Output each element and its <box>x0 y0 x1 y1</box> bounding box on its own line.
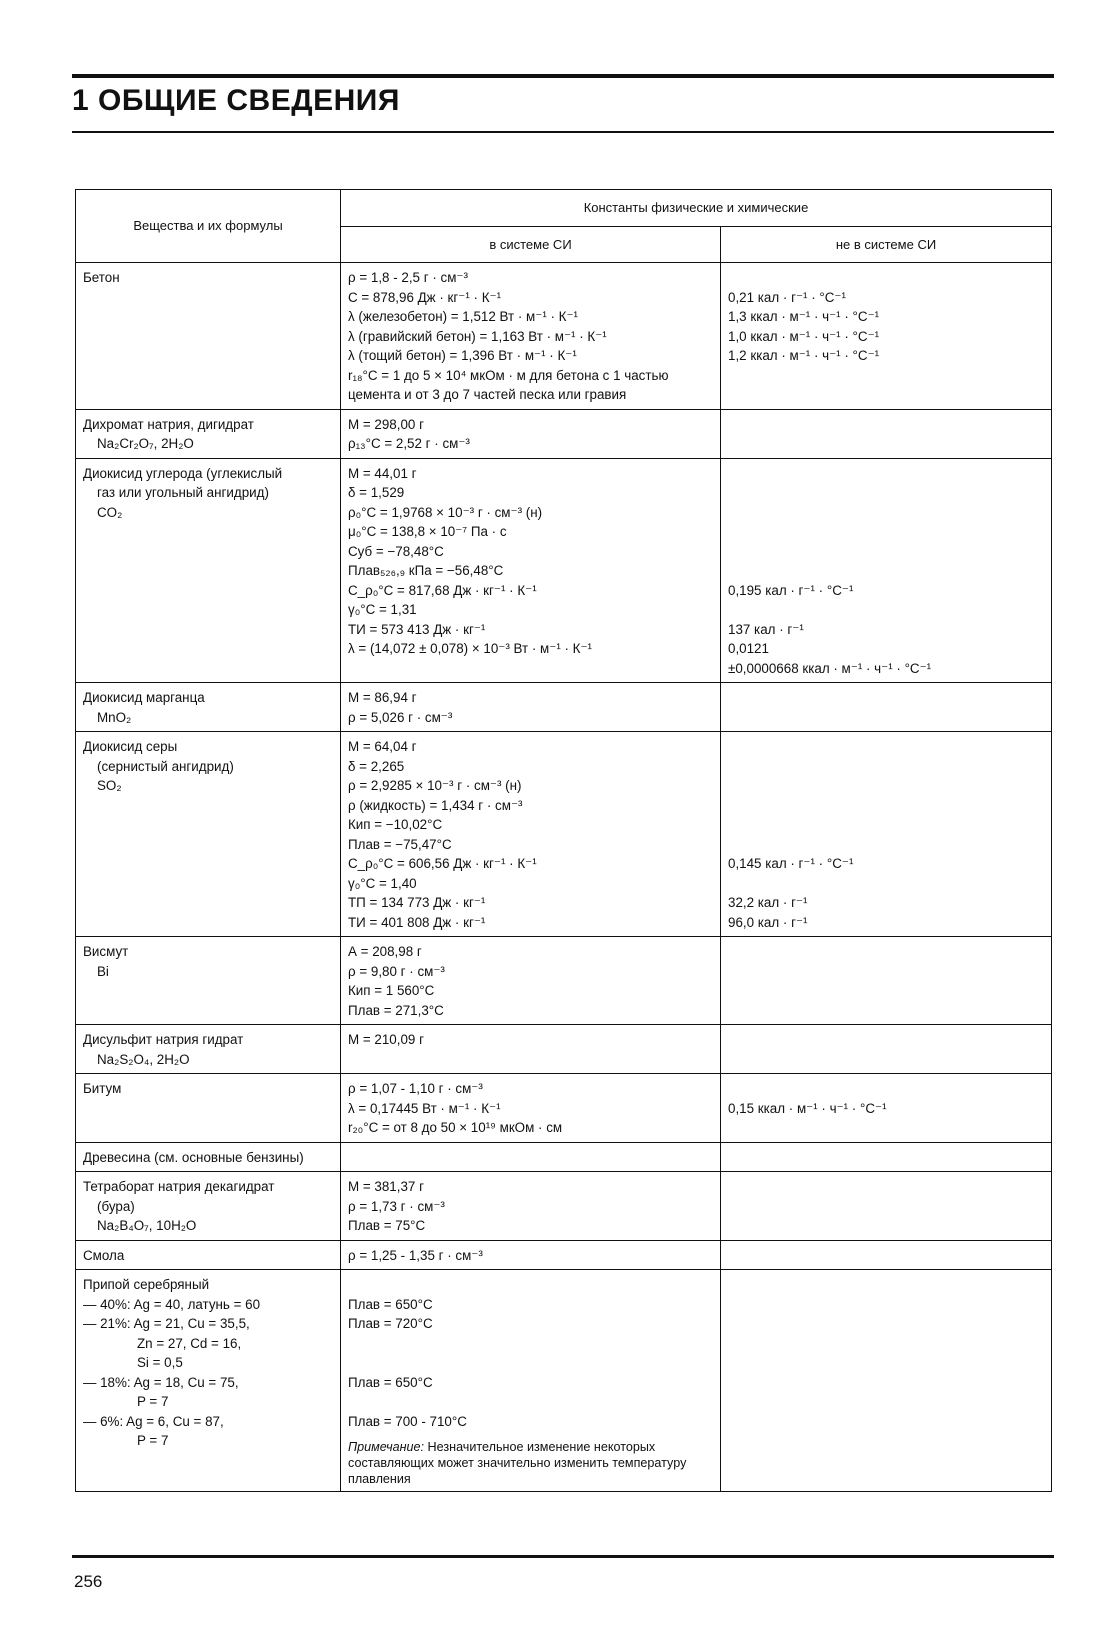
nonsi-cell <box>721 1270 1052 1492</box>
cell-line: ТП = 134 773 Дж · кг⁻¹ <box>348 895 486 910</box>
table-row <box>76 1074 1052 1143</box>
cell-line: 0,21 кал · г⁻¹ · °С⁻¹ <box>728 289 846 305</box>
cell-line: М = 64,04 г <box>348 739 417 754</box>
cell-line: Si = 0,5 <box>137 1355 183 1370</box>
cell-line <box>728 874 1045 894</box>
cell-line: ρ = 1,07 - 1,10 г · см⁻³ <box>348 1081 483 1096</box>
cell-line: — 6%: Ag = 6, Cu = 87, <box>83 1413 224 1429</box>
cell-line: (бура) <box>97 1198 135 1214</box>
cell-line: Bi <box>97 963 109 979</box>
constants-table <box>75 189 1052 1492</box>
substance-cell <box>76 1270 341 1492</box>
cell-line: Плав = 271,3°С <box>348 1002 444 1018</box>
cell-line: ТИ = 573 413 Дж · кг⁻¹ <box>348 621 486 637</box>
cell-line: Zn = 27, Cd = 16, <box>137 1335 242 1351</box>
cell-line <box>728 268 1045 288</box>
cell-line: Древесина (см. основные бензины) <box>83 1149 304 1165</box>
cell-line: М = 44,01 г <box>348 465 417 481</box>
cell-line <box>728 503 1045 523</box>
nonsi-cell <box>721 1240 1052 1270</box>
cell-line <box>728 1079 1045 1099</box>
substance-cell <box>76 1172 341 1241</box>
substance-cell <box>76 458 341 683</box>
cell-line: Смола <box>83 1247 125 1263</box>
si-cell <box>341 1270 721 1492</box>
nonsi-cell <box>721 409 1052 458</box>
substance-cell <box>76 1240 341 1270</box>
header-substance: Вещества и их формулы <box>76 190 341 263</box>
cell-line: Na₂Cr₂O₇, 2H₂O <box>97 436 194 451</box>
cell-line: Кип = −10,02°С <box>348 817 443 832</box>
cell-line <box>348 1353 714 1373</box>
cell-line: — 21%: Ag = 21, Cu = 35,5, <box>83 1316 250 1331</box>
cell-line: MnO₂ <box>97 709 132 725</box>
si-cell <box>341 732 721 937</box>
cell-line: δ = 1,529 <box>348 485 405 500</box>
cell-line: Припой серебряный <box>83 1277 210 1292</box>
cell-line: Na₂S₂O₄, 2H₂O <box>97 1051 190 1067</box>
cell-line: 137 кал · г⁻¹ <box>728 621 804 637</box>
cell-line: 1,2 ккал · м⁻¹ · ч⁻¹ · °С⁻¹ <box>728 348 880 363</box>
cell-line: 0,145 кал · г⁻¹ · °С⁻¹ <box>728 856 854 871</box>
si-cell <box>341 263 721 410</box>
cell-line: Дихромат натрия, дигидрат <box>83 416 254 432</box>
cell-line: Висмут <box>83 944 129 959</box>
cell-line: ρ₀°C = 1,9768 × 10⁻³ г · см⁻³ (н) <box>348 504 543 520</box>
cell-line: Плав = 700 - 710°С <box>348 1413 467 1429</box>
cell-line: λ (гравийский бетон) = 1,163 Вт · м⁻¹ · К⁻¹ <box>348 328 607 344</box>
table-row <box>76 409 1052 458</box>
cell-line: ρ (жидкость) = 1,434 г · см⁻³ <box>348 797 523 813</box>
substance-cell <box>76 409 341 458</box>
cell-line: 32,2 кал · г⁻¹ <box>728 895 808 910</box>
cell-line <box>728 776 1045 796</box>
cell-line: λ = (14,072 ± 0,078) × 10⁻³ Вт · м⁻¹ · К⁻¹ <box>348 641 593 656</box>
nonsi-cell <box>721 1142 1052 1172</box>
cell-line <box>348 1392 714 1412</box>
header-nonsi: не в системе СИ <box>721 226 1052 263</box>
cell-line: μ₀°C = 138,8 × 10⁻⁷ Па · с <box>348 524 507 539</box>
cell-line: δ = 2,265 <box>348 758 405 774</box>
cell-line: Плав = −75,47°С <box>348 836 452 852</box>
cell-line: P = 7 <box>137 1433 169 1448</box>
cell-line <box>728 835 1045 855</box>
table-row <box>76 1240 1052 1270</box>
si-cell <box>341 1025 721 1074</box>
cell-line: Кип = 1 560°С <box>348 983 435 998</box>
cell-line <box>348 1275 714 1295</box>
cell-line: 0,0121 <box>728 641 769 656</box>
cell-line: λ (тощий бетон) = 1,396 Вт · м⁻¹ · К⁻¹ <box>348 348 577 363</box>
nonsi-cell <box>721 1025 1052 1074</box>
nonsi-cell <box>721 1172 1052 1241</box>
cell-line: Плав = 650°С <box>348 1374 433 1390</box>
cell-line <box>728 464 1045 484</box>
cell-line <box>728 483 1045 503</box>
cell-line: — 40%: Ag = 40, латунь = 60 <box>83 1296 261 1312</box>
cell-line: Битум <box>83 1081 122 1096</box>
si-cell <box>341 1142 721 1172</box>
title-underline <box>72 131 1054 133</box>
cell-line: P = 7 <box>137 1394 169 1409</box>
cell-line <box>728 542 1045 562</box>
cell-line: Тетраборат натрия декагидрат <box>83 1179 275 1194</box>
cell-line: ρ = 5,026 г · см⁻³ <box>348 709 453 725</box>
cell-line: Плав = 650°С <box>348 1296 433 1312</box>
substance-cell <box>76 1074 341 1143</box>
cell-line: Диокисид углерода (углекислый <box>83 465 283 481</box>
nonsi-cell <box>721 263 1052 410</box>
cell-line: λ (железобетон) = 1,512 Вт · м⁻¹ · К⁻¹ <box>348 309 579 324</box>
substance-cell <box>76 263 341 410</box>
cell-line: Суб = −78,48°С <box>348 543 444 559</box>
cell-line: Плав₅₂₆,₉ кПа = −56,48°С <box>348 563 504 578</box>
table-row <box>76 1025 1052 1074</box>
cell-line <box>728 561 1045 581</box>
substance-cell <box>76 1142 341 1172</box>
cell-line <box>728 815 1045 835</box>
table-row <box>76 1172 1052 1241</box>
cell-line: ρ = 2,9285 × 10⁻³ г · см⁻³ (н) <box>348 778 522 793</box>
table-row <box>76 263 1052 410</box>
cell-line: цемента и от 3 до 7 частей песка или гравия <box>348 387 627 402</box>
nonsi-cell <box>721 458 1052 683</box>
cell-line: C_ρ₀°C = 817,68 Дж · кг⁻¹ · К⁻¹ <box>348 582 537 598</box>
cell-line: Бетон <box>83 270 120 285</box>
footer-rule <box>72 1555 1054 1558</box>
cell-line: Диокисид марганца <box>83 690 205 705</box>
cell-line: λ = 0,17445 Вт · м⁻¹ · К⁻¹ <box>348 1100 501 1116</box>
note-text: Незначительное изменение некоторых составляющих может значительно изменить температуру плавления <box>348 1440 687 1486</box>
table-row <box>76 1142 1052 1172</box>
si-cell <box>341 1172 721 1241</box>
cell-line: С = 878,96 Дж · кг⁻¹ · К⁻¹ <box>348 289 502 305</box>
cell-line: γ₀°C = 1,40 <box>348 875 417 891</box>
cell-line: γ₀°C = 1,31 <box>348 602 417 617</box>
si-cell <box>341 937 721 1025</box>
table-row <box>76 732 1052 937</box>
header-si: в системе СИ <box>341 226 721 263</box>
substance-cell <box>76 732 341 937</box>
cell-line: М = 381,37 г <box>348 1179 424 1194</box>
header-constants: Константы физические и химические <box>341 190 1052 227</box>
cell-line: ±0,0000668 ккал · м⁻¹ · ч⁻¹ · °С⁻¹ <box>728 660 932 676</box>
substance-cell <box>76 937 341 1025</box>
cell-line: r₁₈°C = 1 до 5 × 10⁴ мкОм · м для бетона с 1 частью <box>348 367 669 383</box>
cell-line: 0,15 ккал · м⁻¹ · ч⁻¹ · °С⁻¹ <box>728 1100 887 1116</box>
page-title: 1 ОБЩИЕ СВЕДЕНИЯ <box>72 84 400 117</box>
nonsi-cell <box>721 937 1052 1025</box>
cell-line: Плав = 75°С <box>348 1218 426 1233</box>
cell-line: C_ρ₀°C = 606,56 Дж · кг⁻¹ · К⁻¹ <box>348 856 537 871</box>
cell-line: r₂₀°C = от 8 до 50 × 10¹⁹ мкОм · см <box>348 1120 563 1135</box>
nonsi-cell <box>721 1074 1052 1143</box>
table-row <box>76 1270 1052 1492</box>
page-number: 256 <box>74 1572 103 1591</box>
nonsi-cell <box>721 683 1052 732</box>
cell-line: — 18%: Ag = 18, Cu = 75, <box>83 1374 239 1390</box>
cell-line: 1,3 ккал · м⁻¹ · ч⁻¹ · °С⁻¹ <box>728 309 880 324</box>
table-row <box>76 458 1052 683</box>
cell-line <box>348 1334 714 1354</box>
cell-line: А = 208,98 г <box>348 944 422 959</box>
cell-line: М = 298,00 г <box>348 416 424 432</box>
note-label: Примечание: <box>348 1440 425 1454</box>
substance-cell <box>76 683 341 732</box>
cell-line: ρ = 1,8 - 2,5 г · см⁻³ <box>348 270 468 285</box>
cell-line <box>728 796 1045 816</box>
si-cell <box>341 683 721 732</box>
cell-line: М = 86,94 г <box>348 690 417 705</box>
si-cell <box>341 1240 721 1270</box>
si-cell <box>341 1074 721 1143</box>
cell-line: Диокисид серы <box>83 739 178 754</box>
cell-line: ρ₁₃°C = 2,52 г · см⁻³ <box>348 436 470 451</box>
cell-line: (сернистый ангидрид) <box>97 758 234 774</box>
table-row <box>76 937 1052 1025</box>
nonsi-cell <box>721 732 1052 937</box>
cell-line: 0,195 кал · г⁻¹ · °С⁻¹ <box>728 582 854 598</box>
cell-line <box>728 600 1045 620</box>
cell-line: Плав = 720°С <box>348 1316 433 1331</box>
cell-line <box>728 757 1045 777</box>
si-cell <box>341 409 721 458</box>
cell-line: ρ = 1,25 - 1,35 г · см⁻³ <box>348 1247 483 1263</box>
note <box>348 1439 714 1487</box>
cell-line: SO₂ <box>97 778 122 793</box>
cell-line: 96,0 кал · г⁻¹ <box>728 914 808 930</box>
cell-line: Na₂B₄O₇, 10H₂O <box>97 1218 197 1233</box>
cell-line: CO₂ <box>97 504 123 520</box>
substance-cell <box>76 1025 341 1074</box>
table-row <box>76 683 1052 732</box>
cell-line: Дисульфит натрия гидрат <box>83 1032 244 1047</box>
top-rule <box>72 74 1054 78</box>
si-cell <box>341 458 721 683</box>
table-body <box>76 263 1052 1492</box>
cell-line: ТИ = 401 808 Дж · кг⁻¹ <box>348 914 486 930</box>
cell-line: ρ = 9,80 г · см⁻³ <box>348 963 445 979</box>
cell-line: газ или угольный ангидрид) <box>97 485 269 500</box>
cell-line: ρ = 1,73 г · см⁻³ <box>348 1198 445 1214</box>
cell-line: М = 210,09 г <box>348 1032 424 1047</box>
cell-line: 1,0 ккал · м⁻¹ · ч⁻¹ · °С⁻¹ <box>728 328 880 344</box>
cell-line <box>728 522 1045 542</box>
cell-line <box>728 737 1045 757</box>
